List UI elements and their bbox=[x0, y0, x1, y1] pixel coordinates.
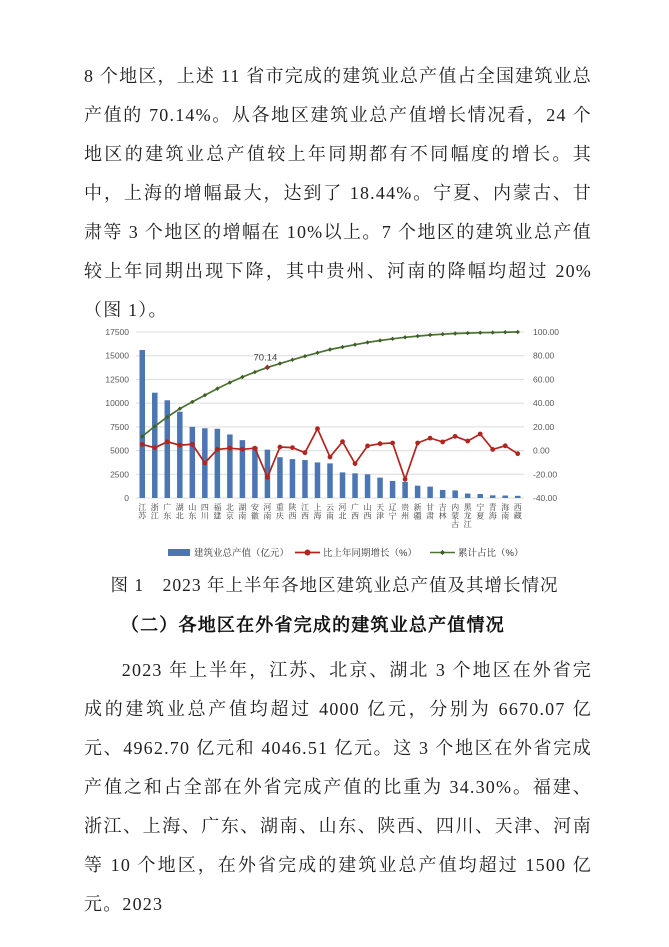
svg-text:安徽: 安徽 bbox=[250, 503, 259, 521]
right-axis-labels bbox=[533, 327, 559, 503]
svg-text:70.14: 70.14 bbox=[253, 352, 278, 364]
figure-caption: 图 1 2023 年上半年各地区建筑业总产值及其增长情况 bbox=[110, 575, 559, 595]
svg-text:15000: 15000 bbox=[105, 350, 129, 361]
svg-text:80.00: 80.00 bbox=[533, 350, 555, 361]
svg-text:重庆: 重庆 bbox=[275, 503, 284, 521]
paragraph-1: 8 个地区，上述 11 省市完成的建筑业总产值占全国建筑业总产值的 70.14%。从各地区建筑业总产值增长情况看，24 个地区的建筑业总产值较上年同期都有不同幅度的增长。其中，上海的增幅最大，达到了 18.44%。宁夏、内蒙古、甘肃等 3 个地区的增幅在 10%以上。7 个地区的建筑业总产值较上年同期出现下降，其中贵州、河南的降幅均超过 20%（图 1）。 bbox=[84, 66, 592, 320]
svg-text:贵州: 贵州 bbox=[401, 503, 410, 521]
paragraph-2: 2023 年上半年，江苏、北京、湖北 3 个地区在外省完成的建筑业总产值均超过 4000 亿元，分别为 6670.07 亿元、4962.70 亿元和 4046.51 亿元。这 3 个地区在外省完成产值之和占全部在外省完成产值的比重为 34.30%。福建、浙江、上海、广东、湖南、山东、陕西、四川、天津、河南等 10 个地区，在外省完成的建筑业总产值均超过 1500 亿元。2023 bbox=[84, 660, 592, 914]
x-axis-labels bbox=[138, 502, 521, 529]
svg-text:2500: 2500 bbox=[110, 469, 129, 480]
svg-text:17500: 17500 bbox=[105, 327, 129, 337]
annotation-70-14 bbox=[254, 352, 278, 363]
svg-text:天津: 天津 bbox=[376, 503, 385, 521]
svg-text:甘肃: 甘肃 bbox=[426, 503, 435, 521]
svg-text:广西: 广西 bbox=[351, 503, 360, 521]
svg-text:湖北: 湖北 bbox=[175, 503, 184, 521]
svg-text:100.00: 100.00 bbox=[533, 327, 559, 337]
svg-text:西藏: 西藏 bbox=[513, 503, 522, 521]
legend-label-cumulative: 累计占比（%） bbox=[458, 548, 524, 559]
svg-text:20.00: 20.00 bbox=[533, 421, 555, 432]
svg-text:新疆: 新疆 bbox=[413, 503, 422, 521]
left-axis-labels bbox=[105, 327, 129, 503]
cumulative-line bbox=[140, 330, 520, 439]
svg-text:陕西: 陕西 bbox=[288, 503, 297, 521]
svg-text:12500: 12500 bbox=[105, 374, 129, 385]
svg-text:云南: 云南 bbox=[326, 503, 334, 521]
svg-text:海南: 海南 bbox=[501, 503, 510, 521]
svg-text:浙江: 浙江 bbox=[150, 503, 159, 521]
svg-text:河北: 河北 bbox=[338, 503, 347, 521]
svg-text:-20.00: -20.00 bbox=[533, 469, 558, 480]
svg-text:福建: 福建 bbox=[213, 503, 222, 521]
legend-bar-swatch bbox=[168, 549, 190, 556]
bars-series bbox=[140, 350, 521, 498]
svg-text:吉林: 吉林 bbox=[438, 503, 447, 521]
svg-text:内蒙古: 内蒙古 bbox=[451, 503, 460, 530]
svg-text:宁夏: 宁夏 bbox=[476, 503, 485, 521]
svg-text:江苏: 江苏 bbox=[138, 503, 147, 521]
svg-text:10000: 10000 bbox=[105, 398, 129, 409]
figure-1-chart bbox=[92, 324, 570, 576]
figure-1-svg bbox=[92, 324, 570, 576]
svg-text:广东: 广东 bbox=[163, 503, 172, 521]
svg-text:5000: 5000 bbox=[110, 445, 129, 456]
svg-text:湖南: 湖南 bbox=[238, 503, 247, 521]
svg-text:江西: 江西 bbox=[300, 503, 309, 521]
chart-legend bbox=[168, 547, 523, 559]
svg-text:0.00: 0.00 bbox=[533, 445, 550, 456]
legend-label-output: 建筑业总产值（亿元） bbox=[194, 548, 290, 559]
legend-label-growth: 比上年同期增长（%） bbox=[323, 548, 417, 559]
section-heading: （二）各地区在外省完成的建筑业总产值情况 bbox=[120, 615, 505, 635]
svg-text:上海: 上海 bbox=[313, 503, 322, 521]
svg-text:40.00: 40.00 bbox=[533, 398, 555, 409]
svg-text:辽宁: 辽宁 bbox=[388, 503, 397, 521]
svg-text:山西: 山西 bbox=[363, 503, 372, 521]
svg-text:山东: 山东 bbox=[188, 503, 197, 521]
svg-text:河南: 河南 bbox=[263, 503, 272, 521]
svg-text:0: 0 bbox=[124, 493, 129, 503]
svg-text:北京: 北京 bbox=[225, 503, 234, 521]
svg-text:7500: 7500 bbox=[110, 421, 129, 432]
svg-text:四川: 四川 bbox=[200, 503, 209, 521]
svg-text:60.00: 60.00 bbox=[533, 374, 555, 385]
svg-text:黑龙江: 黑龙江 bbox=[463, 503, 472, 530]
svg-text:青海: 青海 bbox=[488, 503, 497, 521]
svg-text:-40.00: -40.00 bbox=[533, 493, 558, 503]
